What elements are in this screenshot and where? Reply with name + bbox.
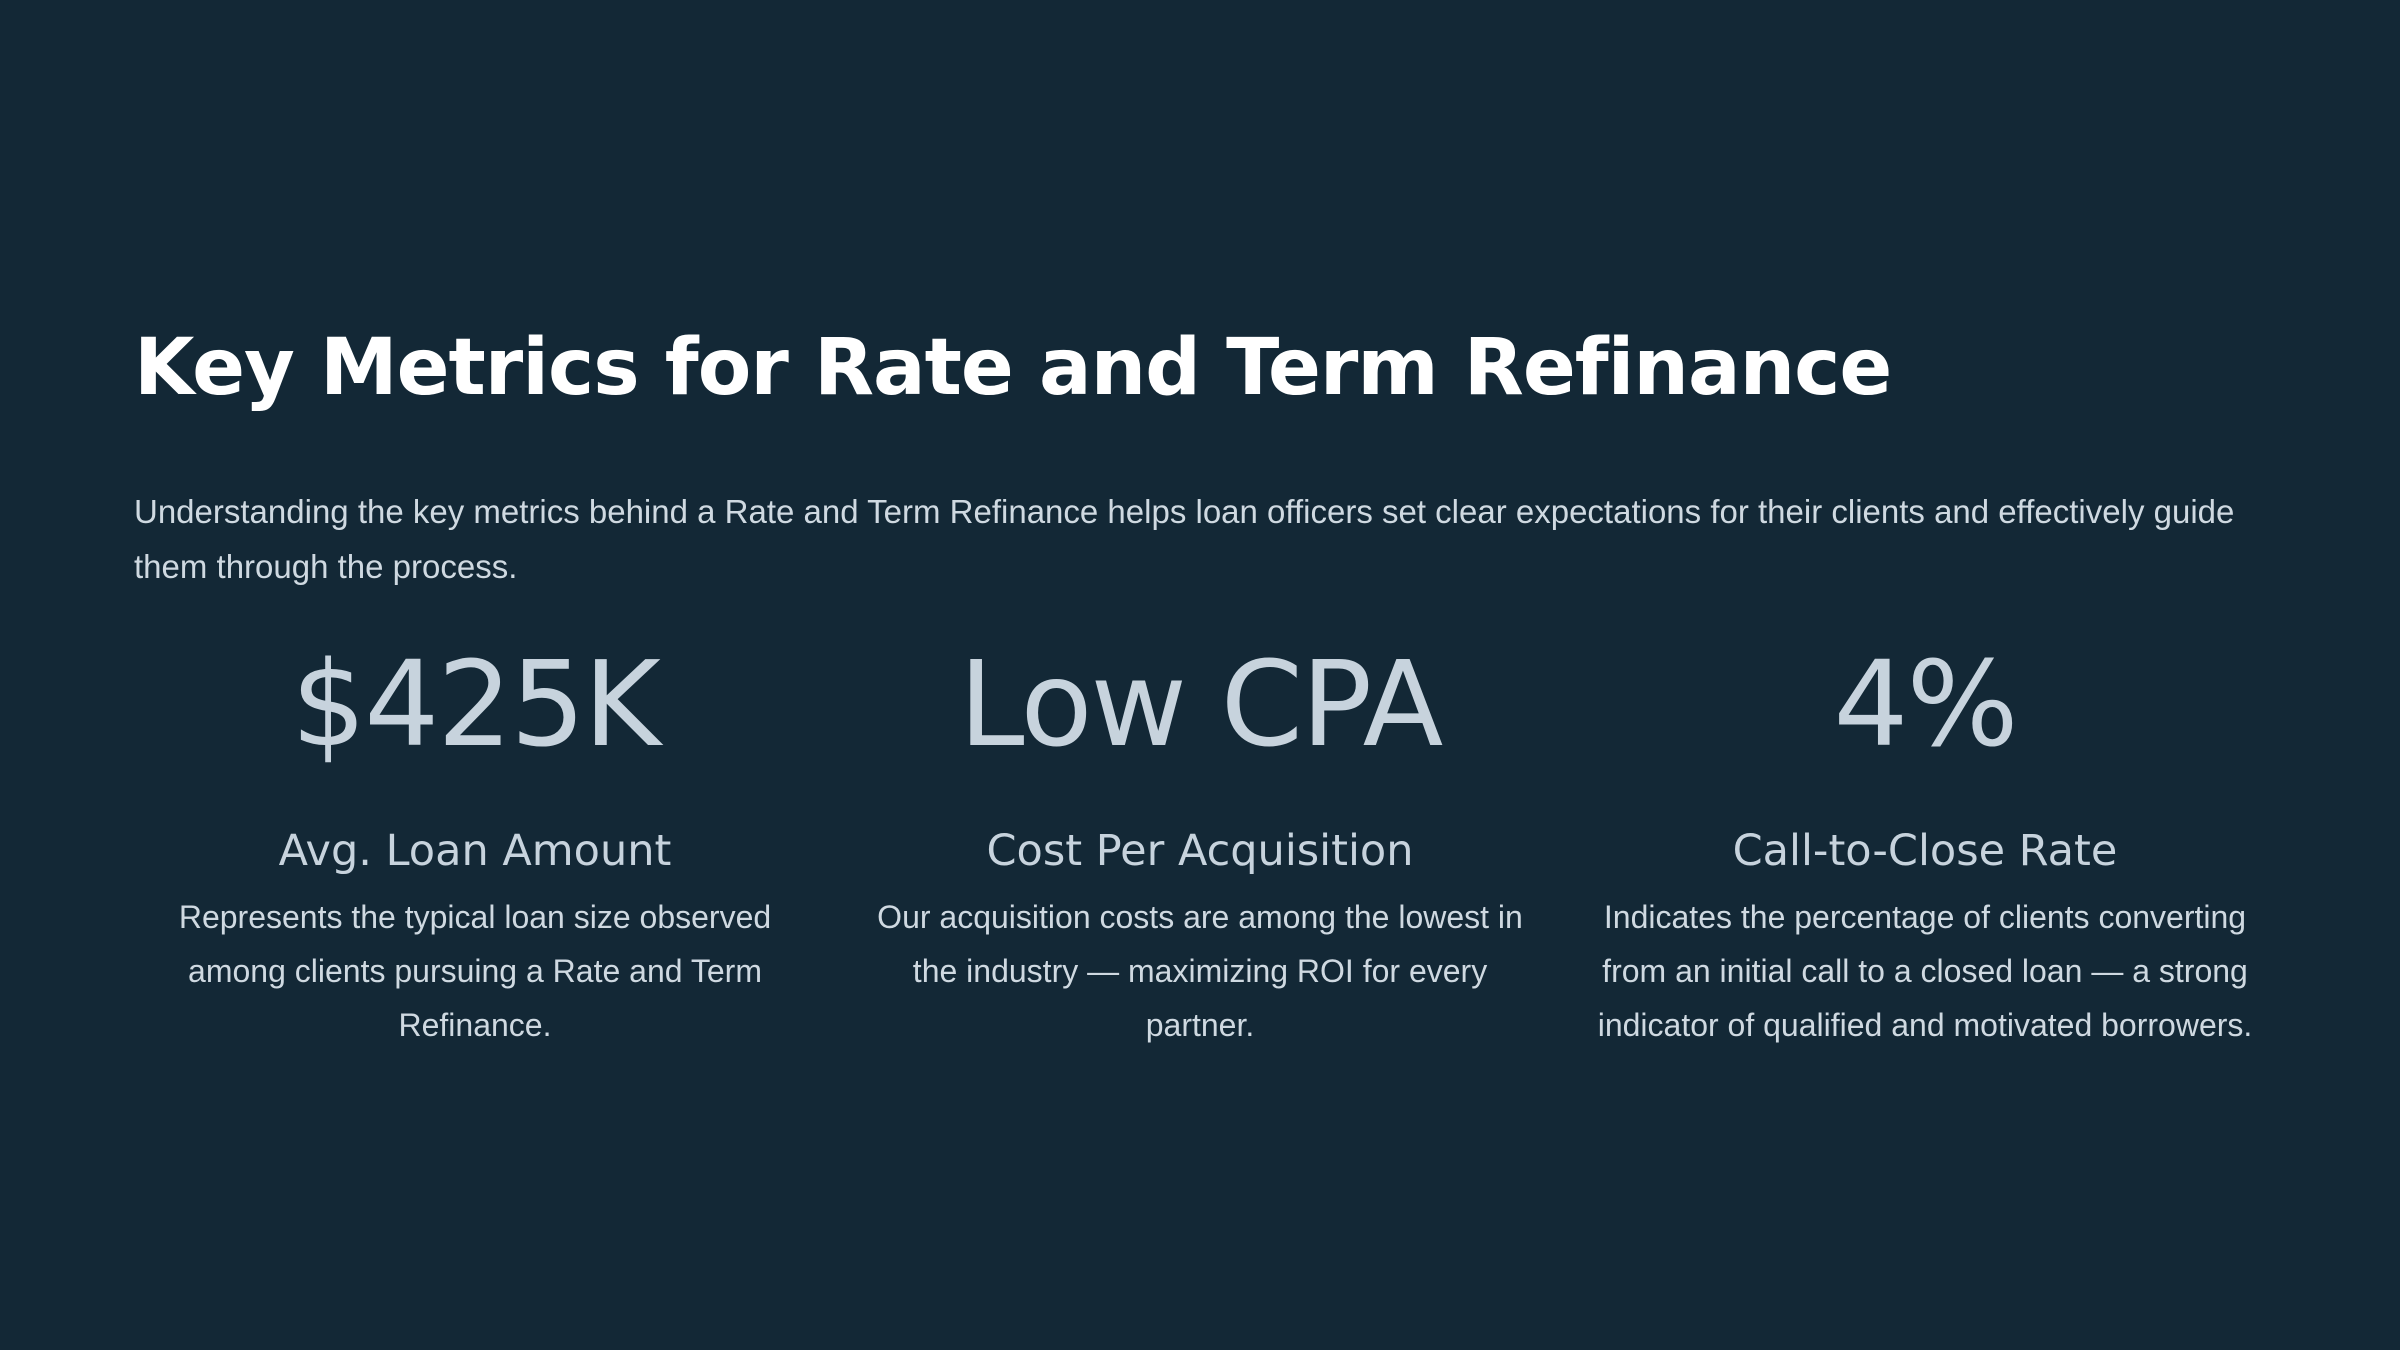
metric-label: Cost Per Acquisition	[986, 826, 1414, 876]
page-title: Key Metrics for Rate and Term Refinance	[134, 323, 1892, 413]
metric-value: $425K	[291, 635, 659, 773]
metric-label: Avg. Loan Amount	[278, 826, 672, 876]
metric-description: Indicates the percentage of clients converting from an initial call to a closed loan — a strong indicator of qualified and motivated borrowers.	[1597, 899, 2253, 1043]
metric-value: 4%	[1833, 635, 2017, 773]
metric-card-loan-amount	[130, 630, 820, 1052]
metric-description: Our acquisition costs are among the lowest in the industry — maximizing ROI for every partner.	[877, 899, 1523, 1043]
metric-card-call-to-close-rate	[1580, 630, 2270, 1052]
metric-description: Represents the typical loan size observed among clients pursuing a Rate and Term Refinance.	[178, 899, 772, 1043]
metric-card-cost-per-acquisition	[855, 630, 1545, 1052]
metric-label: Call-to-Close Rate	[1732, 826, 2118, 876]
intro-paragraph: Understanding the key metrics behind a Rate and Term Refinance helps loan officers set clear expectations for their clients and effectively guide them through the process.	[134, 493, 2235, 585]
metric-value: Low CPA	[958, 635, 1442, 773]
